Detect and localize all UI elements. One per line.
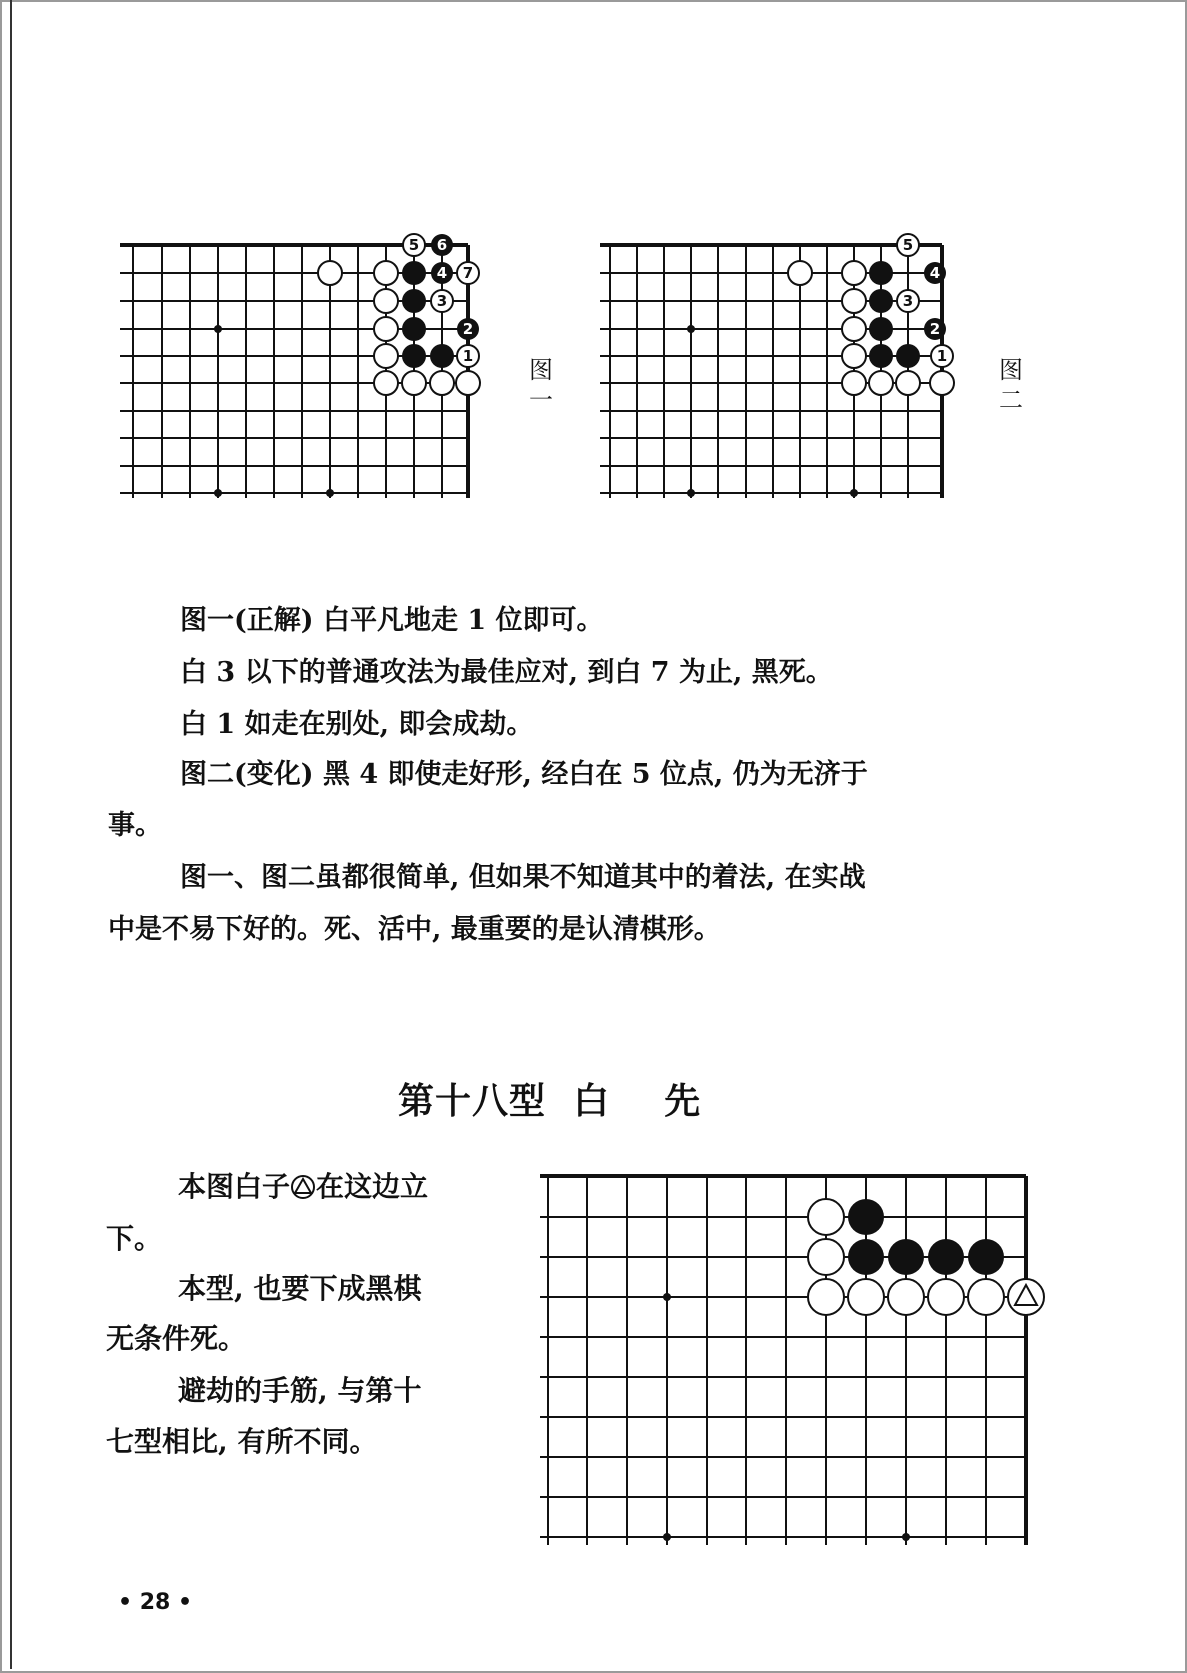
move-number: 2 xyxy=(462,320,474,338)
section-title: 第十八型 白 先 xyxy=(398,1080,702,1122)
paragraph-line: 图二(变化) 黑 4 即使走好形, 经白在 5 位点, 仍为无济于 xyxy=(180,759,868,790)
page-number: • 28 • xyxy=(118,1590,193,1615)
move-number: 6 xyxy=(436,236,448,254)
move-number: 5 xyxy=(408,236,420,254)
page-edge xyxy=(10,0,12,1669)
go-diagram-figure-3 xyxy=(530,1160,1050,1560)
side-text-line: 七型相比, 有所不同。 xyxy=(106,1425,378,1458)
move-number: 3 xyxy=(436,292,448,310)
move-number: 2 xyxy=(929,320,941,338)
go-board-figure-3 xyxy=(530,1160,1050,1560)
paragraph-line: 中是不易下好的。死、活中, 最重要的是认清棋形。 xyxy=(108,914,721,945)
figure-1-label: 图一 xyxy=(529,356,553,414)
move-number: 4 xyxy=(929,264,941,282)
go-board-figure-2 xyxy=(590,228,970,528)
paragraph-line: 图一、图二虽都很简单, 但如果不知道其中的着法, 在实战 xyxy=(180,862,866,893)
move-number: 3 xyxy=(902,292,914,310)
go-diagram-figure-1 xyxy=(110,228,490,528)
paragraph-line: 图一(正解) 白平凡地走 1 位即可。 xyxy=(180,605,604,636)
move-number: 5 xyxy=(902,236,914,254)
paragraph-line: 白 3 以下的普通攻法为最佳应对, 到白 7 为止, 黑死。 xyxy=(180,657,833,688)
side-text-part: 在这边立 xyxy=(316,1170,429,1203)
side-text-line: 无条件死。 xyxy=(106,1322,247,1355)
side-text-line: 本型, 也要下成黑棋 xyxy=(178,1272,422,1305)
side-text-line: 避劫的手筋, 与第十 xyxy=(178,1374,422,1407)
side-text-part: 本图白子 xyxy=(178,1170,291,1203)
move-number: 7 xyxy=(462,264,474,282)
triangle-marked-stone-icon xyxy=(290,1174,316,1200)
go-diagram-figure-2 xyxy=(590,228,970,528)
move-number: 4 xyxy=(436,264,448,282)
side-text-line: 下。 xyxy=(106,1222,163,1255)
go-board-figure-1 xyxy=(110,228,490,528)
move-number: 1 xyxy=(936,347,948,365)
figure-2-label: 图二 xyxy=(999,356,1023,414)
side-text-line xyxy=(178,1163,428,1211)
move-number: 1 xyxy=(462,347,474,365)
paragraph-line: 白 1 如走在别处, 即会成劫。 xyxy=(180,709,534,740)
paragraph-line: 事。 xyxy=(108,810,162,841)
